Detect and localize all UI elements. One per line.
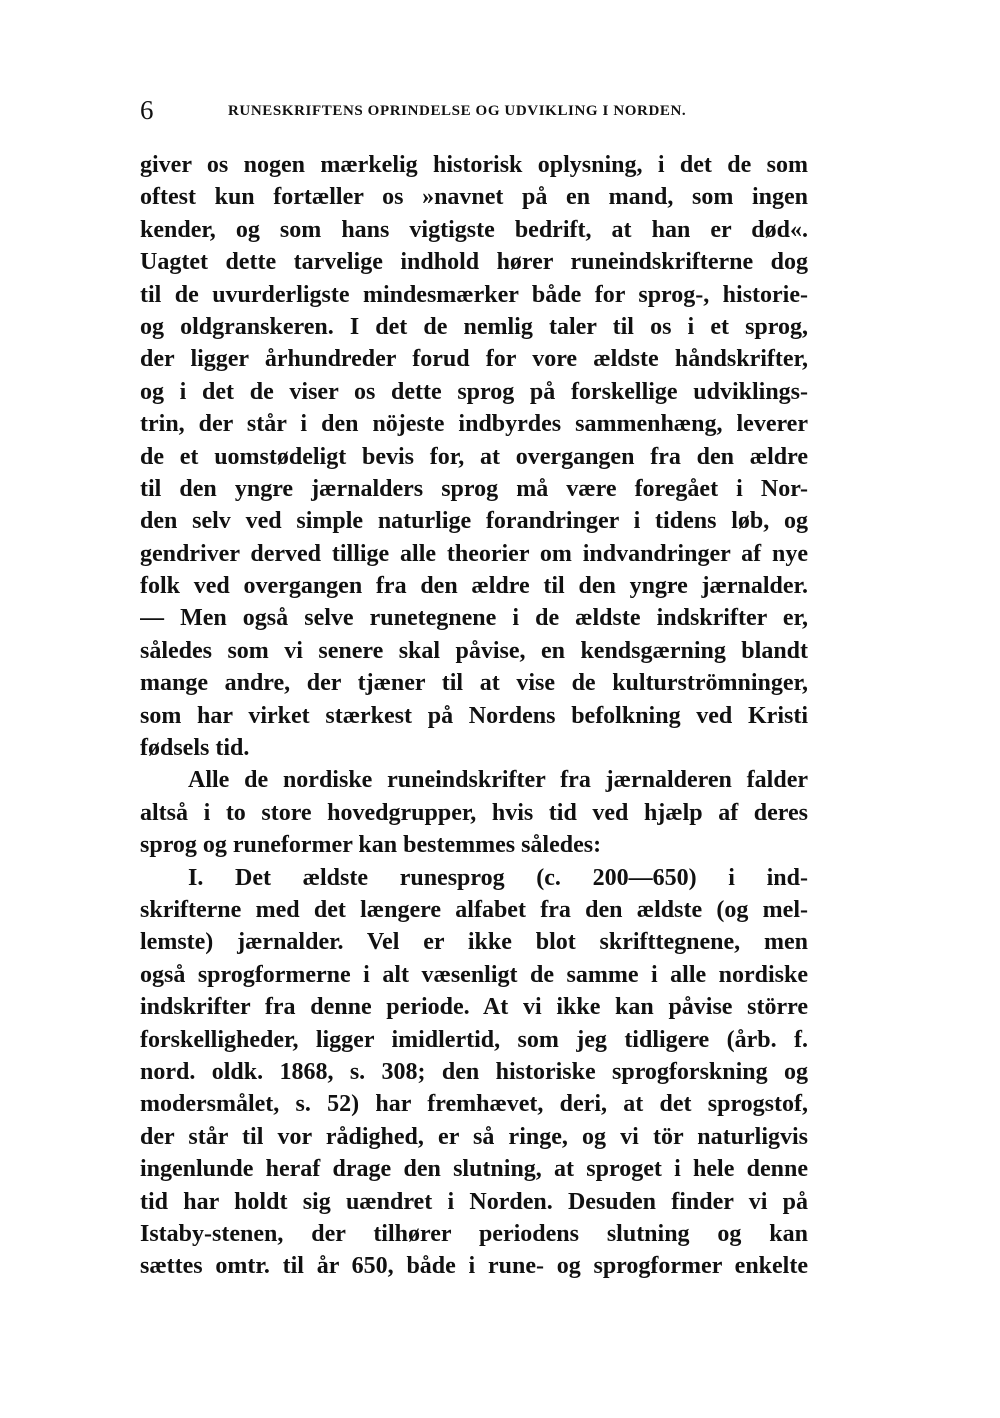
text-line: til de uvurderligste mindesmærker både for sprog-, historie-	[140, 281, 808, 308]
text-line: tid har holdt sig uændret i Norden. Desuden finder vi på	[140, 1188, 808, 1215]
text-line: — Men også selve runetegnene i de ældste indskrifter er,	[140, 605, 808, 632]
text-line: således som vi senere skal påvise, en kendsgærning blandt	[140, 637, 808, 664]
text-line: og i det de viser os dette sprog på forskellige udviklings-	[140, 378, 808, 405]
text-line: Istaby-stenen, der tilhører periodens slutning og kan	[140, 1220, 808, 1247]
text-line: trin, der står i den nöjeste indbyrdes sammenhæng, leverer	[140, 411, 808, 438]
text-line: Uagtet dette tarvelige indhold hører runeindskrifterne dog	[140, 249, 808, 276]
body-text	[140, 149, 808, 1283]
text-line: og oldgranskeren. I det de nemlig taler til os i et sprog,	[140, 313, 808, 340]
text-line: til den yngre jærnalders sprog må være foregået i Nor-	[140, 475, 808, 502]
text-line: sættes omtr. til år 650, både i rune- og sprogformer enkelte	[140, 1253, 808, 1280]
text-line: nord. oldk. 1868, s. 308; den historiske sprogforskning og	[140, 1058, 808, 1085]
page-number: 6	[140, 95, 154, 125]
text-line: lemste) jærnalder. Vel er ikke blot skrifttegnene, men	[140, 929, 808, 956]
text-line: der ligger århundreder forud for vore ældste håndskrifter,	[140, 346, 808, 373]
text-line: fødsels tid.	[140, 735, 250, 762]
running-head	[140, 93, 808, 127]
text-line: de et uomstødeligt bevis for, at overgangen fra den ældre	[140, 443, 808, 470]
running-title: RUNESKRIFTENS OPRINDELSE OG UDVIKLING I NORDEN.	[228, 103, 687, 119]
text-line: sprog og runeformer kan bestemmes således:	[140, 832, 602, 859]
text-line: der står til vor rådighed, er så ringe, og vi tör naturligvis	[140, 1123, 808, 1150]
text-line: den selv ved simple naturlige forandringer i tidens løb, og	[140, 508, 808, 535]
text-line: giver os nogen mærkelig historisk oplysning, i det de som	[140, 152, 808, 178]
text-line: I. Det ældste runesprog (c. 200—650) i ind-	[188, 864, 808, 891]
text-line: mange andre, der tjæner til at vise de kulturströmninger,	[140, 670, 808, 697]
text-line: kender, og som hans vigtigste bedrift, at han er død«.	[140, 216, 808, 243]
text-line: altså i to store hovedgrupper, hvis tid ved hjælp af deres	[140, 799, 808, 826]
text-line: ingenlunde heraf drage den slutning, at sproget i hele denne	[140, 1156, 808, 1183]
text-line: som har virket stærkest på Nordens befolkning ved Kristi	[140, 702, 808, 729]
text-line: også sprogformerne i alt væsenligt de samme i alle nordiske	[140, 961, 808, 988]
text-line: oftest kun fortæller os »navnet på en mand, som ingen	[140, 184, 808, 211]
text-line: gendriver derved tillige alle theorier om indvandringer af nye	[140, 540, 808, 567]
text-line: skrifterne med det længere alfabet fra den ældste (og mel-	[140, 896, 808, 923]
text-line: forskelligheder, ligger imidlertid, som jeg tidligere (årb. f.	[140, 1026, 808, 1053]
text-line: modersmålet, s. 52) har fremhævet, deri, at det sprogstof,	[140, 1091, 808, 1118]
text-line: Alle de nordiske runeindskrifter fra jærnalderen falder	[188, 767, 808, 794]
text-line: indskrifter fra denne periode. At vi ikke kan påvise större	[140, 994, 808, 1021]
text-line: folk ved overgangen fra den ældre til den yngre jærnalder.	[140, 573, 808, 600]
